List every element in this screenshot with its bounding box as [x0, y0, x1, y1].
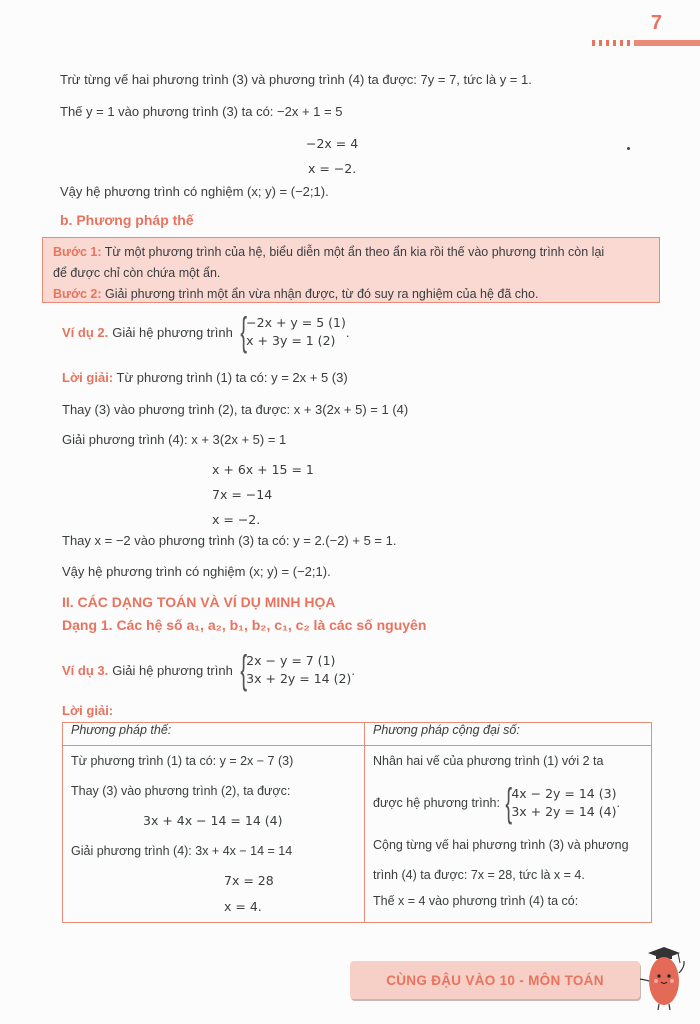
step1-text: Từ một phương trình của hệ, biểu diễn một ẩn theo ẩn kia rồi thế vào phương trình còn lại	[104, 245, 605, 259]
sub-line-4: Giải phương trình (4): 3x + 4x − 14 = 14	[71, 844, 293, 858]
example2-statement	[62, 312, 350, 352]
add-line-3: Cộng từng vế hai phương trình (3) và phương	[373, 838, 629, 852]
dang1-title: Dạng 1. Các hệ số a₁, a₂, b₁, b₂, c₁, c₂ là các số nguyên	[62, 617, 427, 633]
system-period: .	[345, 324, 350, 340]
example2-solution-line-5: 7x = −14	[212, 487, 273, 502]
system-period: .	[616, 796, 620, 810]
method-box	[42, 237, 660, 303]
example2-label: Ví dụ 2.	[62, 324, 109, 340]
step2-text: Giải phương trình một ẩn vừa nhận được, từ đó suy ra nghiệm của hệ đã cho.	[105, 287, 539, 301]
system-eq-1: −2x + y = 5 (1)	[246, 315, 346, 330]
example2-solution-line-2: Thay (3) vào phương trình (2), ta được: x + 3(2x + 5) = 1 (4)	[62, 402, 409, 417]
header-decoration	[592, 40, 700, 46]
section-b-title: b. Phương pháp thế	[60, 212, 194, 228]
substitution-cell	[63, 746, 365, 923]
example3-statement	[62, 650, 355, 690]
example2-text: Giải hệ phương trình	[112, 324, 233, 340]
equation-system: { 2x − y = 7 (1) 3x + 2y = 14 (2) .	[240, 648, 355, 692]
section-ii-title: II. CÁC DẠNG TOÁN VÀ VÍ DỤ MINH HỌA	[62, 594, 336, 610]
add-line-4: trình (4) ta được: 7x = 28, tức là x = 4.	[373, 868, 585, 882]
step1-label: Bước 1:	[53, 245, 102, 259]
step1-text-cont: để được chỉ còn chứa một ẩn.	[53, 266, 221, 280]
system-eq-2: x + 3y = 1 (2)	[246, 333, 336, 348]
intro-line-5: Vậy hệ phương trình có nghiệm (x; y) = (−2;1).	[60, 184, 329, 199]
add-line-2: được hệ phương trình:	[373, 796, 500, 810]
system-eq-1: 4x − 2y = 14 (3)	[511, 786, 617, 801]
example2-solution-line-6: x = −2.	[212, 512, 261, 527]
system-eq-2: 3x + 2y = 14 (2)	[246, 671, 352, 686]
intro-line-3: −2x = 4	[306, 136, 359, 151]
sub-line-5: 7x = 28	[224, 873, 274, 888]
add-line-1: Nhân hai vế của phương trình (1) với 2 ta	[373, 754, 604, 768]
step2-label: Bước 2:	[53, 287, 102, 301]
system-period: .	[351, 662, 355, 678]
example2-solution-line-3: Giải phương trình (4): x + 3(2x + 5) = 1	[62, 432, 287, 447]
example2-solution-line-1	[62, 370, 348, 385]
sub-line-6: x = 4.	[224, 899, 262, 914]
intro-line-1: Trừ từng vế hai phương trình (3) và phương trình (4) ta được: 7y = 7, tức là y = 1.	[60, 72, 532, 87]
solution-step: Từ phương trình (1) ta có: y = 2x + 5 (3)	[116, 370, 348, 385]
sub-line-3: 3x + 4x − 14 = 14 (4)	[143, 813, 283, 828]
add-line-5: Thế x = 4 vào phương trình (4) ta có:	[373, 894, 579, 908]
example3-text: Giải hệ phương trình	[112, 662, 233, 678]
equation-system: { 4x − 2y = 14 (3) 3x + 2y = 14 (4) .	[505, 781, 620, 825]
example2-solution-line-7: Thay x = −2 vào phương trình (3) ta có: y = 2.(−2) + 5 = 1.	[62, 533, 397, 548]
intro-line-2: Thế y = 1 vào phương trình (3) ta có: −2x + 1 = 5	[60, 104, 343, 119]
intro-line-4: x = −2.	[308, 161, 357, 176]
example2-solution-line-4: x + 6x + 15 = 1	[212, 462, 314, 477]
example2-solution-line-8: Vậy hệ phương trình có nghiệm (x; y) = (−2;1).	[62, 564, 331, 579]
example3-solution-label: Lời giải:	[62, 703, 114, 718]
system-eq-1: 2x − y = 7 (1)	[246, 653, 336, 668]
example3-label: Ví dụ 3.	[62, 662, 109, 678]
solution-table	[62, 722, 652, 923]
footer-banner: CÙNG ĐẬU VÀO 10 - MÔN TOÁN	[350, 961, 640, 999]
solution-label: Lời giải:	[62, 370, 114, 385]
addition-cell	[365, 746, 652, 923]
page-number: 7	[650, 12, 662, 34]
sub-line-2: Thay (3) vào phương trình (2), ta được:	[71, 784, 291, 798]
col-header-addition: Phương pháp cộng đại số:	[365, 723, 652, 746]
sub-line-1: Từ phương trình (1) ta có: y = 2x − 7 (3)	[71, 754, 294, 768]
bean-mascot-icon	[640, 943, 690, 1016]
system-eq-2: 3x + 2y = 14 (4)	[511, 804, 617, 819]
speck	[627, 147, 630, 150]
equation-system: { −2x + y = 5 (1) x + 3y = 1 (2) .	[240, 310, 350, 354]
col-header-substitution: Phương pháp thế:	[63, 723, 365, 746]
add-system-row	[373, 776, 643, 830]
